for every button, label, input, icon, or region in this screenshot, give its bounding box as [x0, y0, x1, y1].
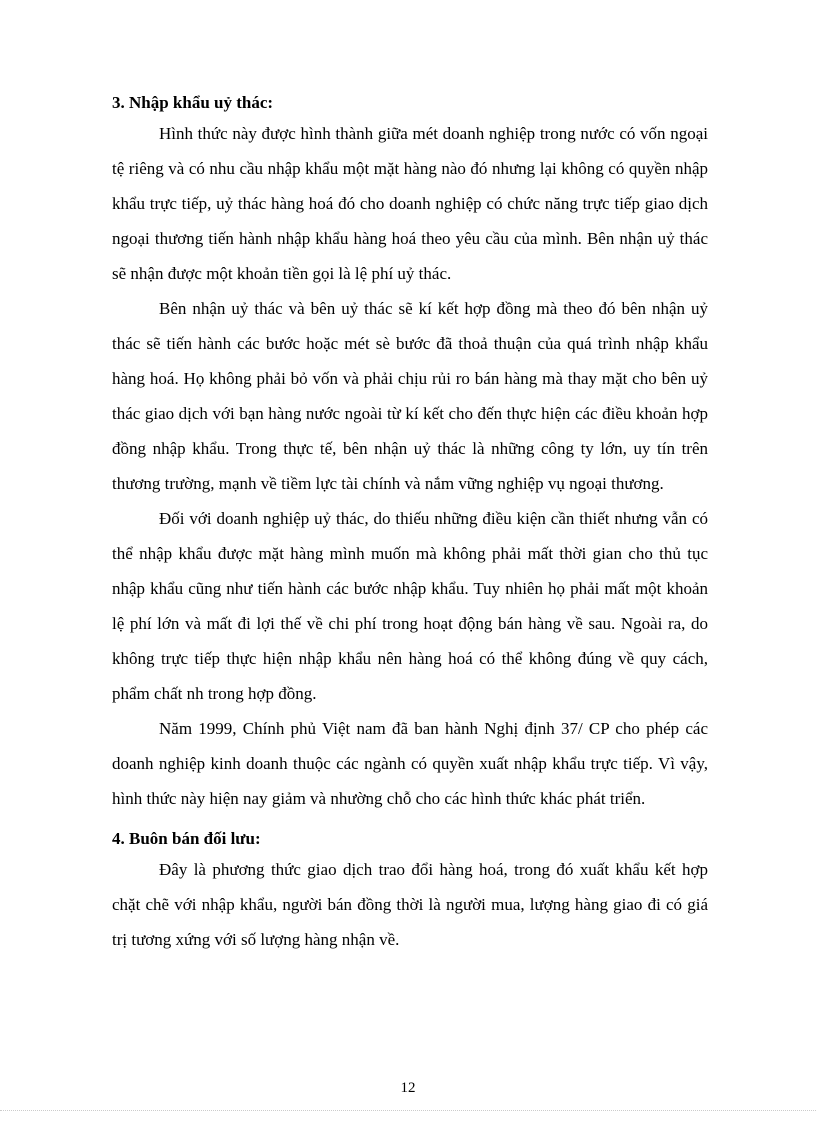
page-number: 12: [400, 1080, 416, 1096]
page-content: [112, 92, 708, 957]
section-3-paragraph-4: Năm 1999, Chính phủ Việt nam đã ban hành Nghị định 37/ CP cho phép các doanh nghiệp kinh doanh thuộc các ngành có quyền xuất nhập khẩu trực tiếp. Vì vậy, hình thức này hiện nay giảm và nhường chỗ cho các hình thức khác phát triển.: [112, 719, 708, 808]
page-bottom-rule: [0, 1110, 816, 1111]
section-4-paragraph-1: Đây là phương thức giao dịch trao đổi hàng hoá, trong đó xuất khẩu kết hợp chặt chẽ với nhập khẩu, người bán đồng thời là người mua, lượng hàng giao đi có giá trị tương xứng với số lượng hàng nhận về.: [112, 860, 708, 949]
section-3-paragraph-1: Hình thức này được hình thành giữa mét doanh nghiệp trong nước có vốn ngoại tệ riêng và có nhu cầu nhập khẩu một mặt hàng nào đó nhưng lại không có quyền nhập khẩu trực tiếp, uỷ thác hàng hoá đó cho doanh nghiệp có chức năng trực tiếp giao dịch ngoại thương tiến hành nhập khẩu hàng hoá theo yêu cầu của mình. Bên nhận uỷ thác sẽ nhận được một khoản tiền gọi là lệ phí uỷ thác.: [112, 124, 708, 283]
section-4-heading: 4. Buôn bán đối lưu:: [112, 829, 261, 848]
section-3-heading: 3. Nhập khẩu uỷ thác:: [112, 93, 274, 112]
section-3-paragraph-3: Đối với doanh nghiệp uỷ thác, do thiếu những điều kiện cần thiết nhưng vẫn có thể nhập khẩu được mặt hàng mình muốn mà không phải mất thời gian cho thủ tục nhập khẩu cũng như tiến hành các bước nhập khẩu. Tuy nhiên họ phải mất một khoản lệ phí lớn và mất đi lợi thế về chi phí trong hoạt động bán hàng về sau. Ngoài ra, do không trực tiếp thực hiện nhập khẩu nên hàng hoá có thể không đúng về quy cách, phẩm chất nh trong hợp đồng.: [112, 509, 708, 703]
section-3-paragraph-2: Bên nhận uỷ thác và bên uỷ thác sẽ kí kết hợp đồng mà theo đó bên nhận uỷ thác sẽ tiến hành các bước hoặc mét sè bước đã thoả thuận của quá trình nhập khẩu hàng hoá. Họ không phải bỏ vốn và phải chịu rủi ro bán hàng mà thay mặt cho bên uỷ thác giao dịch với bạn hàng nước ngoài từ kí kết cho đến thực hiện các điều khoản hợp đồng nhập khẩu. Trong thực tế, bên nhận uỷ thác là những công ty lớn, uy tín trên thương trường, mạnh về tiềm lực tài chính và nắm vững nghiệp vụ ngoại thương.: [112, 299, 708, 493]
